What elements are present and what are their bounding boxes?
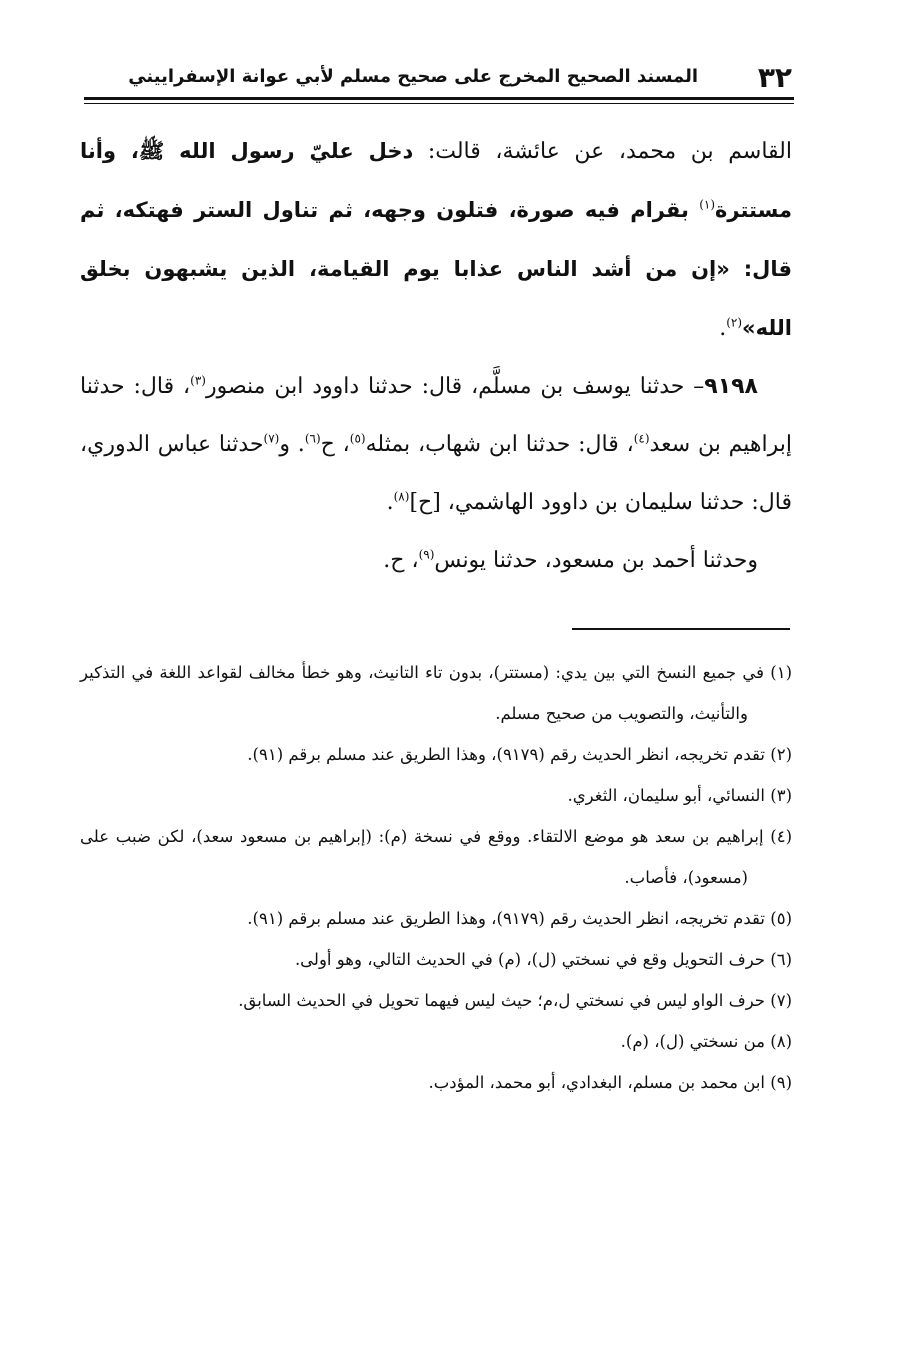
footnote-ref-3: (٣) — [190, 373, 206, 388]
hadith-text-bold: دخل عليّ رسول الله ﷺ، وأنا مستترة — [80, 139, 792, 222]
text-run: القاسم بن محمد، عن عائشة، قالت: — [413, 139, 792, 164]
hadith-text-bold: بقرام فيه صورة، فتلون وجهه، ثم تناول الستر فهتكه، ثم قال: «إن من أشد الناس عذابا يوم القيامة، الذين يشبهون بخلق الله» — [80, 198, 792, 340]
footnote-separator — [572, 628, 790, 630]
text-run: . و — [279, 432, 305, 457]
text-run: حدثنا عباس الدوري، قال: حدثنا سليمان بن داوود الهاشمي، [ح] — [80, 432, 792, 515]
footnote-8: (٨) من نسختي (ل)، (م). — [620, 1032, 792, 1051]
footnote-1: (١) في جميع النسخ التي بين يدي: (مستتر)، بدون تاء التانيث، وهو خطأ مخالف لقواعد اللغة في التذكير والتأنيث، والتصويب من صحيح مسلم. — [80, 663, 792, 723]
text-run: ، قال: حدثنا ابن شهاب، بمثله — [365, 432, 634, 457]
text-run: ، قال: حدثنا إبراهيم بن سعد — [80, 374, 793, 457]
page-number: ٣٢ — [757, 61, 792, 94]
text-run: ، ح — [320, 432, 350, 457]
footnotes — [80, 652, 792, 1103]
hadith-paragraph — [80, 358, 792, 532]
footnote-7: (٧) حرف الواو ليس في نسختي ل،م؛ حيث ليس فيهما تحويل في الحديث السابق. — [238, 991, 792, 1010]
paragraph-continuation — [80, 122, 792, 358]
footnote-ref-8: (٨) — [393, 489, 410, 504]
page-header — [88, 60, 792, 96]
footnote-9: (٩) ابن محمد بن مسلم، البغدادي، أبو محمد، المؤدب. — [428, 1073, 792, 1092]
chain-paragraph — [80, 532, 792, 590]
footnote-6: (٦) حرف التحويل وقع في نسختي (ل)، (م) في الحديث التالي، وهو أولى. — [294, 950, 792, 969]
text-run: ، ح. — [383, 548, 419, 573]
footnote-ref-6: (٦) — [304, 431, 321, 446]
footnote-4: (٤) إبراهيم بن سعد هو موضع الالتقاء. ووقع في نسخة (م): (إبراهيم بن مسعود سعد)، لكن ضبب على (مسعود)، فأصاب. — [80, 827, 792, 887]
header-rule-thin — [84, 103, 794, 104]
footnote-ref-4: (٤) — [633, 431, 650, 446]
text-run: وحدثنا أحمد بن مسعود، حدثنا يونس — [434, 548, 758, 573]
footnote-ref-1: (١) — [699, 197, 716, 212]
header-rule-thick — [84, 97, 794, 100]
footnote-ref-2: (٢) — [726, 315, 743, 330]
main-text — [80, 122, 792, 590]
footnote-ref-7: (٧) — [263, 431, 280, 446]
footnote-2: (٢) تقدم تخريجه، انظر الحديث رقم (٩١٧٩)، وهذا الطريق عند مسلم برقم (٩١). — [247, 745, 792, 764]
footnote-ref-9: (٩) — [418, 547, 435, 562]
hadith-number: ٩١٩٨ — [704, 374, 758, 399]
text-run: – حدثنا يوسف بن مسلَّم، قال: حدثنا داوود ابن منصور — [205, 374, 705, 399]
footnote-ref-5: (٥) — [349, 431, 366, 446]
footnote-5: (٥) تقدم تخريجه، انظر الحديث رقم (٩١٧٩)، وهذا الطريق عند مسلم برقم (٩١). — [247, 909, 792, 928]
footnote-3: (٣) النسائي، أبو سليمان، الثغري. — [567, 786, 792, 805]
text-run: . — [719, 316, 727, 341]
text-run: . — [386, 490, 394, 515]
running-title: المسند الصحيح المخرج على صحيح مسلم لأبي عوانة الإسفراييني — [128, 66, 698, 87]
